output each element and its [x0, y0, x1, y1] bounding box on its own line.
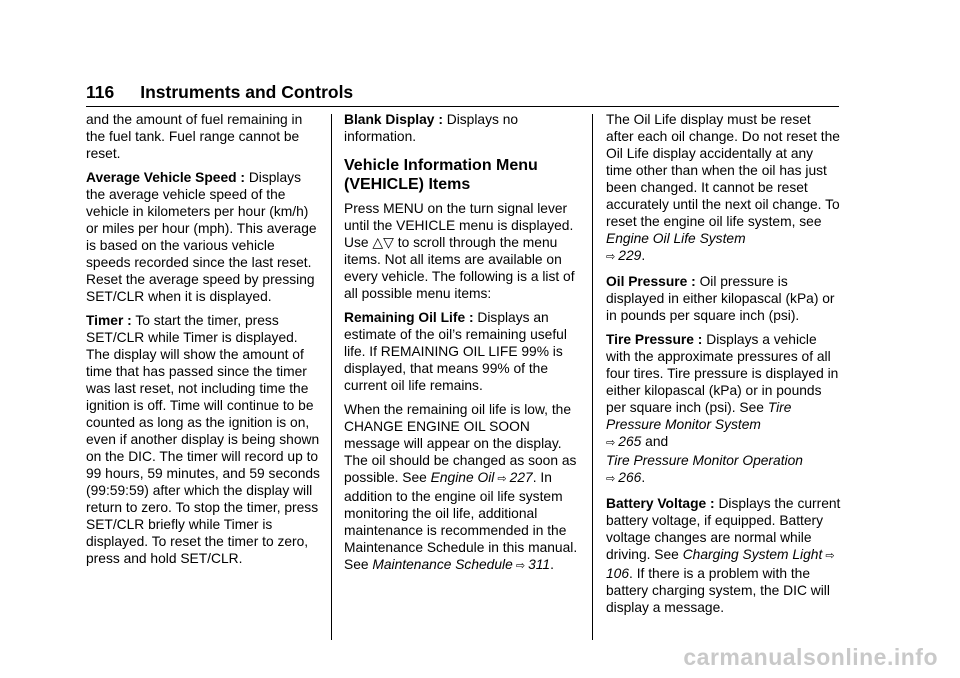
page-ref-icon: ⇨ [512, 560, 529, 572]
tire-monitor-operation-page[interactable]: 266 [618, 470, 642, 485]
oil-low-paragraph: When the remaining oil life is low, the CHANGE ENGINE OIL SOON message will appear on the display. The oil should be changed as soon as possible. See Engine Oil ⇨ 227. In addition to the engine oil life system monitoring the oil life, additional maintenance is recommended in the Maintenance Schedule in this manual. See Maintenance Schedule ⇨ 311. [344, 402, 578, 572]
maintenance-schedule-link[interactable]: Maintenance Schedule [372, 557, 513, 572]
up-arrow-icon: △ [372, 234, 384, 250]
blank-display-paragraph: Blank Display : Displays no information. [344, 112, 519, 144]
timer-paragraph: Timer : To start the timer, press SET/CLR while Timer is displayed. The display will show the amount of time that has passed since the timer was last reset, not including time the ignition is off. Time will continue to be counted as long as the ignition is on, even if another display is being shown on the DIC. The timer will record up to 99 hours, 59 minutes, and 59 seconds (99:59:59) after which the display will return to zero. To stop the timer, press SET/CLR briefly while Timer is displayed. To reset the timer to zero, press and hold SET/CLR. [86, 313, 320, 566]
average-speed-paragraph: Average Vehicle Speed : Displays the average vehicle speed of the vehicle in kilometers per hour (km/h) or miles per hour (mph). This average is based on the various vehicle speeds recorded since the last reset. Reset the average speed by pressing SET/CLR when it is displayed. [86, 170, 317, 304]
down-arrow-icon: ▽ [383, 234, 394, 250]
page-ref-icon: ⇨ [606, 251, 619, 263]
page-ref-icon: ⇨ [494, 473, 510, 485]
charging-system-page[interactable]: 106 [606, 566, 630, 581]
charging-system-link[interactable]: Charging System Light [682, 547, 823, 562]
tire-monitor-system-page[interactable]: 265 [618, 434, 642, 449]
column-2 [344, 111, 584, 582]
tire-monitor-operation-link[interactable]: Tire Pressure Monitor Operation [606, 453, 803, 468]
oil-pressure-term: Oil Pressure : [606, 274, 696, 289]
column-3 [606, 111, 842, 623]
column-divider-2 [592, 114, 593, 640]
tire-pressure-term: Tire Pressure : [606, 332, 703, 347]
oil-pressure-paragraph: Oil Pressure : Oil pressure is displayed in either kilopascal (kPa) or in pounds per square inch (psi). [606, 274, 835, 323]
section-title: Instruments and Controls [140, 82, 354, 102]
header-rule [86, 106, 839, 107]
page-header [86, 82, 353, 103]
engine-oil-page[interactable]: 227 [509, 470, 533, 485]
battery-voltage-paragraph: Battery Voltage : Displays the current battery voltage, if equipped. Battery voltage changes are normal while driving. See Charging System Light ⇨ 106. If there is a problem with the battery charging system, the DIC will display a message. [606, 496, 841, 615]
tire-pressure-paragraph: Tire Pressure : Displays a vehicle with the approximate pressures of all four tires. Tire pressure is displayed in either kilopascal (kPa) or in pounds per square inch (psi). See Tire Pressure Monitor System ⇨ 265 and Tire Pressure Monitor Operation ⇨ 266. [606, 332, 839, 485]
oil-reset-paragraph: The Oil Life display must be reset after each oil change. Do not reset the Oil Life display accidentally at any time other than when the oil has just been changed. It cannot be reset accurately until the next oil change. To reset the engine oil life system, see Engine Oil Life System ⇨ 229. [606, 112, 840, 263]
battery-voltage-term: Battery Voltage : [606, 496, 715, 511]
column-1 [86, 111, 322, 574]
tire-monitor-system-link[interactable]: Tire Pressure Monitor System [606, 400, 792, 432]
vehicle-menu-heading: Vehicle Information Menu (VEHICLE) Items [344, 157, 538, 193]
engine-oil-link[interactable]: Engine Oil [430, 470, 495, 485]
press-menu-paragraph: Press MENU on the turn signal lever until the VEHICLE menu is displayed. Use △▽ to scroll through the menu items. Not all items are available on every vehicle. The following is a list of all possible menu items: [344, 201, 575, 301]
timer-term: Timer : [86, 313, 132, 328]
maintenance-schedule-page[interactable]: 311 [528, 557, 551, 572]
page-number: 116 [86, 82, 115, 102]
page-ref-icon: ⇨ [822, 550, 835, 562]
engine-oil-life-page[interactable]: 229 [618, 248, 642, 263]
column-divider-1 [331, 114, 332, 640]
fuel-range-paragraph: and the amount of fuel remaining in the fuel tank. Fuel range cannot be reset. [86, 112, 303, 161]
engine-oil-life-link[interactable]: Engine Oil Life System [606, 231, 746, 246]
page-ref-icon: ⇨ [606, 473, 619, 485]
remaining-oil-term: Remaining Oil Life : [344, 310, 474, 325]
watermark: carmanualsonline.info [683, 644, 938, 670]
blank-display-term: Blank Display : [344, 112, 443, 127]
average-speed-term: Average Vehicle Speed : [86, 170, 245, 185]
remaining-oil-paragraph: Remaining Oil Life : Displays an estimate of the oil’s remaining useful life. If REMAINING OIL LIFE 99% is displayed, that means 99% of the current oil life remains. [344, 310, 567, 393]
page-ref-icon: ⇨ [606, 437, 619, 449]
